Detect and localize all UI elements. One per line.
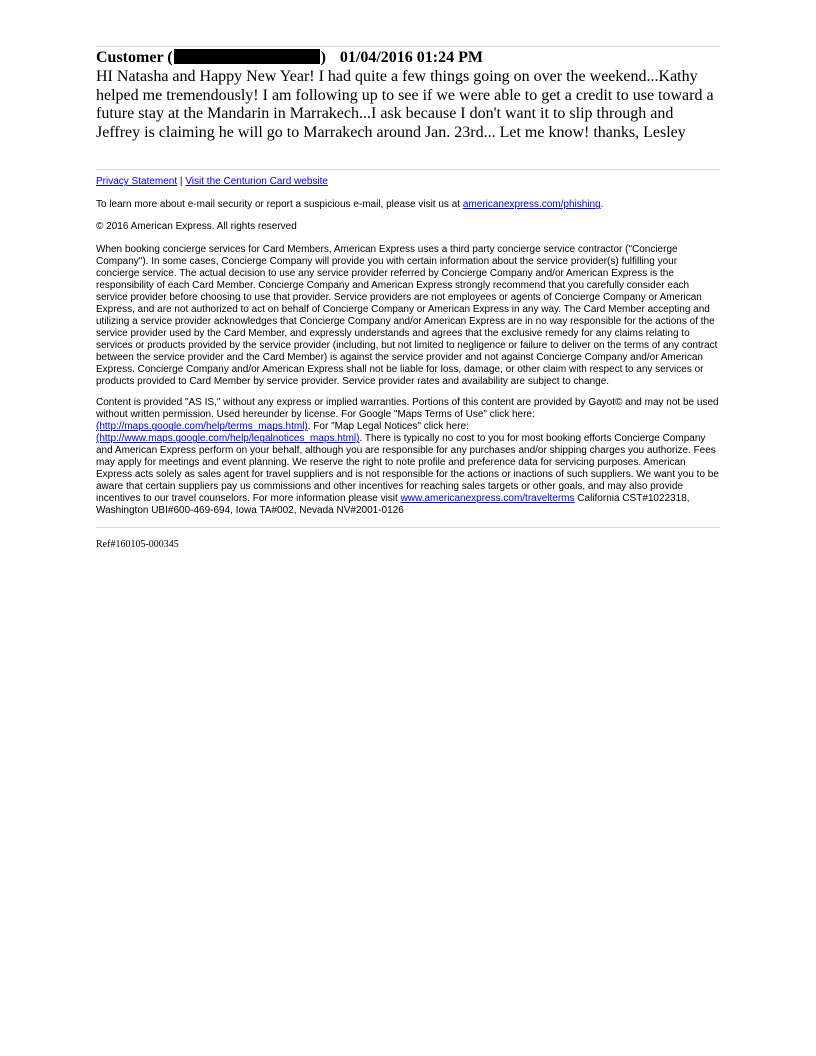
content-text-4: California CST#1022318, Washington UBI#600-469-694, Iowa TA#002, Nevada NV#2001-0126 [96,493,690,517]
privacy-statement-link[interactable]: Privacy Statement [96,176,178,188]
message-header [96,49,720,67]
top-divider [96,46,720,47]
email-page [96,0,720,551]
centurion-website-link[interactable]: Visit the Centurion Card website [185,176,328,188]
email-footer [96,176,720,517]
message-datetime: 01/04/2016 01:24 PM [339,49,483,66]
bottom-divider [96,527,720,528]
reference-number: Ref#160105-000345 [96,539,179,551]
travel-terms-link[interactable]: www.americanexpress.com/travelterms [400,493,575,505]
redacted-contact [174,49,320,64]
content-text-1: Content is provided "AS IS," without any express or implied warranties. Portions of this content are provided by Gayot© and may not be used without written permission. Used hereunder by license. For Google "Maps Terms of Use" click here: [96,397,719,421]
footer-links [96,176,720,188]
maps-legal-link[interactable]: (http://www.maps.google.com/help/legalnotices_maps.html) [96,433,360,445]
content-text-2: . For "Map Legal Notices" click here: [307,421,469,433]
phishing-notice [96,199,720,211]
sender-label: Customer [96,49,164,66]
link-separator: | [177,176,186,188]
content-text-3: . There is typically no cost to you for most booking efforts Concierge Company and American Express perform on your behalf, although you are responsible for any purchases and/or shipping charges you authorize. Fees may apply for meetings and event planning. We reserve the right to note profile and preference data for servicing purposes. American Express acts solely as sales agent for travel suppliers and is not responsible for the actions or inactions of such suppliers. We want you to be aware that certain suppliers pay us commissions and other incentives for reaching sales targets or other goals, and may also provide incentives to our travel counselors. For more information please visit [96,433,719,505]
close-paren: ) [320,49,326,66]
middle-divider [96,169,720,170]
content-disclaimer [96,397,720,517]
open-paren: ( [167,49,173,66]
copyright-notice: © 2016 American Express. All rights reserved [96,221,297,233]
maps-terms-link[interactable]: (http://maps.google.com/help/terms_maps.html) [96,421,308,433]
phishing-text: To learn more about e-mail security or report a suspicious e-mail, please visit us at [96,199,463,211]
phishing-end: . [600,199,604,211]
concierge-disclaimer: When booking concierge services for Card Members, American Express uses a third party concierge service contractor ("Concierge Company"). In some cases, Concierge Company will provide you with certain information about the service provider(s) fulfilling your concierge service. The actual decision to use any service provider referred by Concierge Company and/or American Express is the responsibility of each Card Member. Concierge Company and American Express strongly recommend that you carefully consider each service provider before choosing to use that provider. Service providers are not employees or agents of Concierge Company or American Express, and are not authorized to act on behalf of Concierge Company or American Express in any way. The Card Member accepting and utilizing a service provider acknowledges that Concierge Company and/or American Express are in no way responsible for the actions of the service provider used by the Card Member, and expressly understands and agrees that the exclusive remedy for any claims relating to services or products provided by the service provider (including, but not limited to negligence or failure to deliver on the terms of any contract between the service provider and the Card Member) is against the service provider and not against Concierge Company and/or American Express. Concierge Company and/or American Express shall not be liable for loss, damage, or other claim with respect to any services or products provided to Card Member by service provider. Service provider rates and availability are subject to change. [96,244,718,388]
message-body: HI Natasha and Happy New Year! I had quite a few things going on over the weekend...Kathy helped me tremendously! I am following up to see if we were able to get a credit to use toward a future stay at the Mandarin in Marrakech...I ask because I don't want it to slip through and Jeffrey is claiming he will go to Marrakech around Jan. 23rd... Let me know! thanks, Lesley [96,68,714,141]
phishing-link[interactable]: americanexpress.com/phishing [462,199,601,211]
